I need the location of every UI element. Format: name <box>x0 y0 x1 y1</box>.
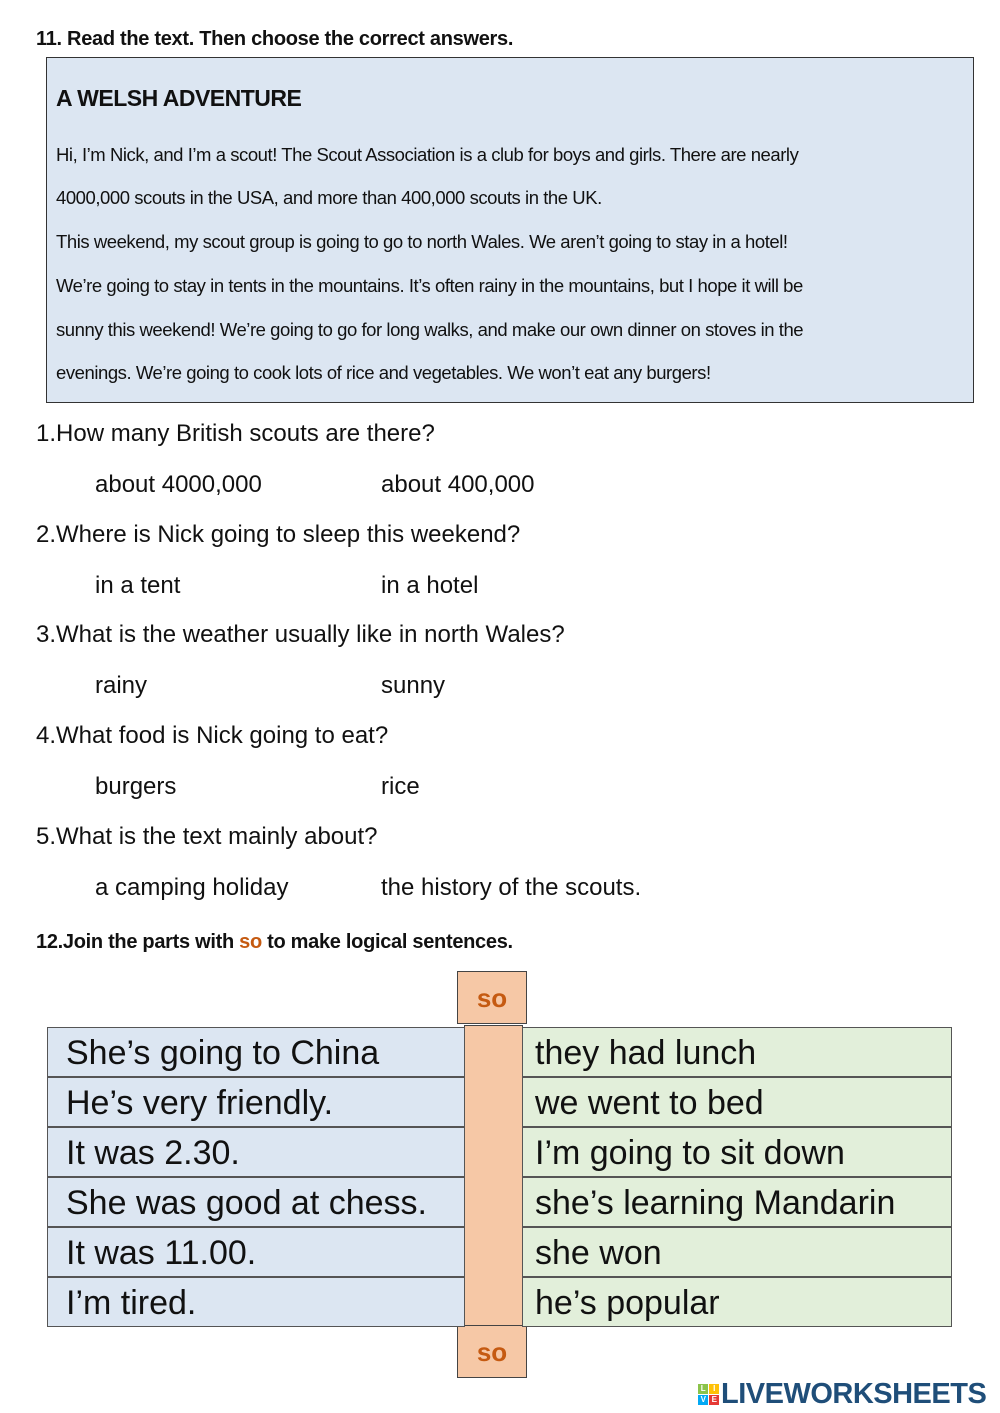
logo-icon <box>698 1384 719 1405</box>
answer-option[interactable]: a camping holiday <box>95 874 289 901</box>
question-2: 2.Where is Nick going to sleep this weekend? <box>36 521 521 548</box>
answer-option[interactable]: in a tent <box>95 572 181 599</box>
logo-letter: E <box>709 1395 719 1405</box>
answer-option[interactable]: rainy <box>95 672 148 699</box>
so-connector-column[interactable] <box>464 1025 523 1327</box>
sentence-end[interactable]: I’m going to sit down <box>522 1127 952 1177</box>
passage-line: Hi, I’m Nick, and I’m a scout! The Scout Association is a club for boys and girls. There are nearly <box>56 144 799 165</box>
passage-line: 4000,000 scouts in the USA, and more than 400,000 scouts in the UK. <box>56 187 602 208</box>
answer-option[interactable]: the history of the scouts. <box>381 874 642 901</box>
logo-letter: V <box>698 1395 708 1405</box>
sentence-start[interactable]: She’s going to China <box>47 1027 465 1077</box>
liveworksheets-logo <box>698 1378 986 1411</box>
sentence-end[interactable]: they had lunch <box>522 1027 952 1077</box>
passage-line: sunny this weekend! We’re going to go for long walks, and make our own dinner on stoves in the <box>56 319 804 340</box>
reading-passage-box <box>46 57 974 403</box>
sentence-start[interactable]: He’s very friendly. <box>47 1077 465 1127</box>
sentence-end[interactable]: she’s learning Mandarin <box>522 1177 952 1227</box>
answer-option[interactable]: about 400,000 <box>381 471 535 498</box>
question-4: 4.What food is Nick going to eat? <box>36 722 389 749</box>
so-keyword: so <box>239 931 262 953</box>
sentence-end[interactable]: he’s popular <box>522 1277 952 1327</box>
answer-option[interactable]: in a hotel <box>381 572 479 599</box>
so-connector-bottom[interactable]: so <box>457 1325 527 1378</box>
question-5: 5.What is the text mainly about? <box>36 823 378 850</box>
passage-line: We’re going to stay in tents in the mountains. It’s often rainy in the mountains, but I hope it will be <box>56 275 803 296</box>
sentence-start[interactable]: It was 11.00. <box>47 1227 465 1277</box>
instruction-text: to make logical sentences. <box>261 931 513 953</box>
answer-option[interactable]: burgers <box>95 773 177 800</box>
sentence-start[interactable]: She was good at chess. <box>47 1177 465 1227</box>
sentence-end[interactable]: we went to bed <box>522 1077 952 1127</box>
answer-option[interactable]: sunny <box>381 672 446 699</box>
instruction-text: 12.Join the parts with <box>36 931 240 953</box>
question-1: 1.How many British scouts are there? <box>36 420 435 447</box>
answer-option[interactable]: rice <box>381 773 420 800</box>
logo-letter: I <box>709 1384 719 1394</box>
exercise-11-instruction: 11. Read the text. Then choose the correct answers. <box>36 28 514 50</box>
passage-line: This weekend, my scout group is going to go to north Wales. We aren’t going to stay in a hotel! <box>56 231 788 252</box>
logo-text: LIVEWORKSHEETS <box>721 1378 987 1410</box>
sentence-end[interactable]: she won <box>522 1227 952 1277</box>
passage-title: A WELSH ADVENTURE <box>56 85 302 111</box>
so-connector-top[interactable]: so <box>457 971 527 1024</box>
sentence-start[interactable]: It was 2.30. <box>47 1127 465 1177</box>
sentence-start[interactable]: I’m tired. <box>47 1277 465 1327</box>
logo-letter: L <box>698 1384 708 1394</box>
passage-line: evenings. We’re going to cook lots of rice and vegetables. We won’t eat any burgers! <box>56 362 711 383</box>
question-3: 3.What is the weather usually like in north Wales? <box>36 621 565 648</box>
answer-option[interactable]: about 4000,000 <box>95 471 262 498</box>
exercise-12-instruction <box>36 931 513 954</box>
